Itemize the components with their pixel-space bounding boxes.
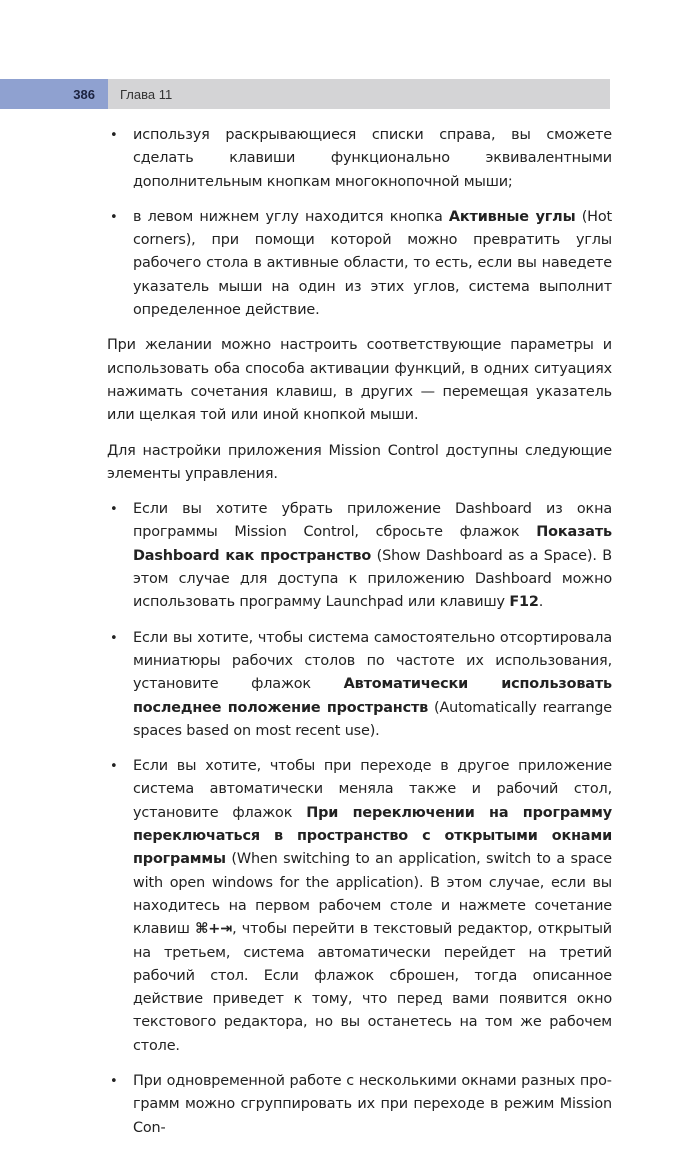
list-item	[107, 124, 612, 194]
text-run: , чтобы перейти в текстовый редактор, открытый на третьем, система автоматически перейдет на третий рабочий стол. Если флажок сброшен, тогда описанное действие приведет к тому, что перед вами появится окно текстового редактора, но вы останетесь на том же рабочем столе.	[133, 921, 612, 1054]
intro-bullet-list	[107, 124, 612, 322]
text-run: (Automatically rearrange spaces based on most recent use).	[133, 699, 612, 739]
list-item	[107, 627, 612, 743]
text-run: Если вы хотите убрать приложение Dashboard из окна программы Mission Control, сбросьте флажок	[133, 501, 612, 541]
text-run: Если вы хотите, чтобы при переходе в другое приложение система автоматически меняла также и рабочий стол, установите флажок	[133, 758, 612, 821]
controls-bullet-list	[107, 498, 612, 1140]
bold-term: F12	[509, 594, 539, 611]
text-run: При одновременной работе с несколькими окнами разных программ можно сгруппировать их при переходе в режим Mission Con-	[133, 1072, 612, 1136]
bold-term: Активные углы	[448, 208, 576, 225]
chapter-title: Глава 11	[108, 79, 610, 109]
page-number: 386	[0, 79, 108, 109]
text-run: (Show Dashboard as a Space). В этом случае для доступа к приложению Dashboard можно использовать программу Launchpad или клавишу	[133, 547, 612, 611]
text-run: (When switching to an application, switch to a space with open windows for the application). В этом случае, если вы находитесь на первом рабочем столе и нажмете сочетание клавиш	[133, 851, 612, 938]
list-item	[107, 1070, 612, 1140]
page-body	[107, 124, 612, 1152]
bold-term: Автоматически использовать последнее положение пространств	[133, 676, 612, 716]
text-run: .	[538, 594, 544, 611]
paragraph: При желании можно настроить соответствующие параметры и использовать оба способа активации функций, в одних ситуациях нажимать сочетания клавиш, в других — перемещая указатель или щелкая той или иной кнопкой мыши.	[107, 337, 612, 424]
text-run: в левом нижнем углу находится кнопка	[133, 208, 449, 225]
list-item	[107, 755, 612, 1058]
text-run: Если вы хотите, чтобы система самостоятельно отсортировала миниатюры рабочих столов по частоте их использования, установите флажок	[133, 629, 612, 693]
bold-term: Показать Dashboard как пространство	[133, 524, 612, 564]
paragraph: Для настройки приложения Mission Control доступны следующие элементы управления.	[107, 442, 612, 482]
bold-term: При переключении на программу переключаться в пространство с открытыми окнами программы	[133, 804, 612, 868]
list-item	[107, 206, 612, 322]
text-run: (Hot corners), при помощи которой можно превратить углы рабочего стола в активные области, то есть, если вы наведете указатель мыши на один из этих углов, система выполнит определенное действие.	[133, 208, 612, 319]
running-header	[0, 79, 610, 109]
bold-term: ⌘+⇥	[195, 921, 233, 938]
text-run: используя раскрывающиеся списки справа, вы сможете сделать клавиши функционально эквивалентными дополнительным кнопкам многокнопочной мыши;	[133, 127, 612, 190]
list-item	[107, 498, 612, 614]
